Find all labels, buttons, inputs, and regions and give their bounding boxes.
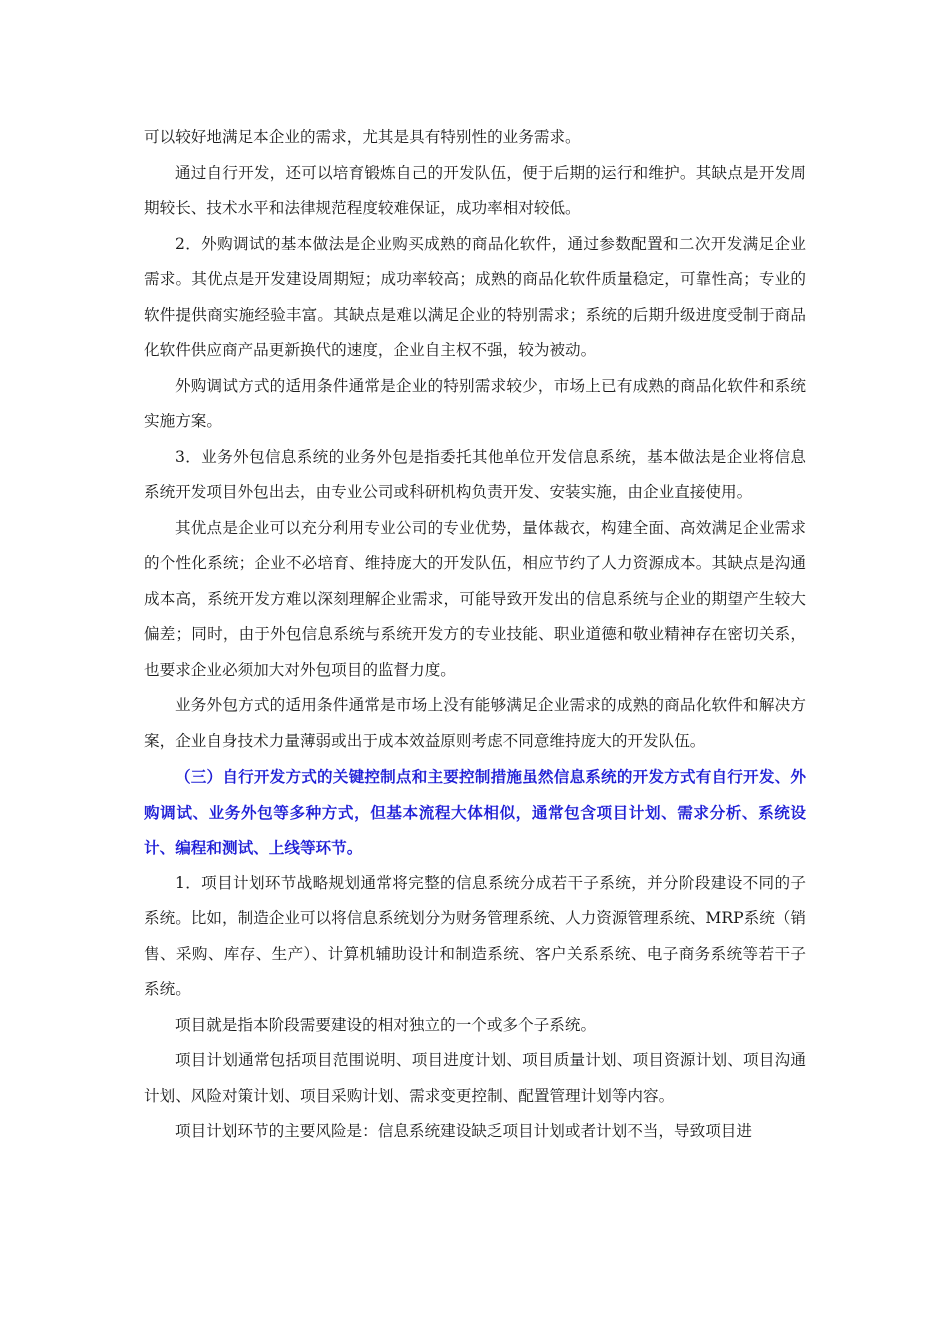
paragraph-10: 项目就是指本阶段需要建设的相对独立的一个或多个子系统。 [175,1015,597,1034]
paragraph-12: 项目计划环节的主要风险是：信息系统建设缺乏项目计划或者计划不当，导致项目进 [175,1122,752,1140]
document-page [144,120,806,1150]
paragraph-5: 3．业务外包信息系统的业务外包是指委托其他单位开发信息系统，基本做法是企业将信息系统开发项目外包出去，由专业公司或科研机构负责开发、安装实施，由企业直接使用。 [144,447,806,501]
paragraph-7: 业务外包方式的适用条件通常是市场上没有能够满足企业需求的成熟的商品化软件和解决方案，企业自身技术力量薄弱或出于成本效益原则考虑不同意维持庞大的开发队伍。 [144,696,806,750]
paragraph-11: 项目计划通常包括项目范围说明、项目进度计划、项目质量计划、项目资源计划、项目沟通计划、风险对策计划、项目采购计划、需求变更控制、配置管理计划等内容。 [144,1051,806,1105]
paragraph-6: 其优点是企业可以充分利用专业公司的专业优势，量体裁衣，构建全面、高效满足企业需求的个性化系统；企业不必培育、维持庞大的开发队伍，相应节约了人力资源成本。其缺点是沟通成本高，系统开发方难以深刻理解企业需求，可能导致开发出的信息系统与企业的期望产生较大偏差；同时，由于外包信息系统与系统开发方的专业技能、职业道德和敬业精神存在密切关系，也要求企业必须加大对外包项目的监督力度。 [144,518,806,679]
paragraph-4: 外购调试方式的适用条件通常是企业的特别需求较少，市场上已有成熟的商品化软件和系统实施方案。 [144,376,806,430]
paragraph-1: 可以较好地满足本企业的需求，尤其是具有特别性的业务需求。 [144,128,581,146]
paragraph-2: 通过自行开发，还可以培育锻炼自己的开发队伍，便于后期的运行和维护。其缺点是开发周期较长、技术水平和法律规范程度较难保证，成功率相对较低。 [144,163,806,217]
paragraph-3: 2．外购调试的基本做法是企业购买成熟的商品化软件，通过参数配置和二次开发满足企业需求。其优点是开发建设周期短；成功率较高；成熟的商品化软件质量稳定，可靠性高；专业的软件提供商实施经验丰富。其缺点是难以满足企业的特别需求；系统的后期升级进度受制于商品化软件供应商产品更新换代的速度，企业自主权不强，较为被动。 [144,234,806,359]
section-heading: （三）自行开发方式的关键控制点和主要控制措施虽然信息系统的开发方式有自行开发、外购调试、业务外包等多种方式，但基本流程大体相似，通常包含项目计划、需求分析、系统设计、编程和测试、上线等环节。 [144,767,806,857]
paragraph-9: 1．项目计划环节战略规划通常将完整的信息系统分成若干子系统，并分阶段建设不同的子系统。比如，制造企业可以将信息系统划分为财务管理系统、人力资源管理系统、MRP系统（销售、采购、库存、生产）、计算机辅助设计和制造系统、客户关系系统、电子商务系统等若干子系统。 [144,873,806,998]
